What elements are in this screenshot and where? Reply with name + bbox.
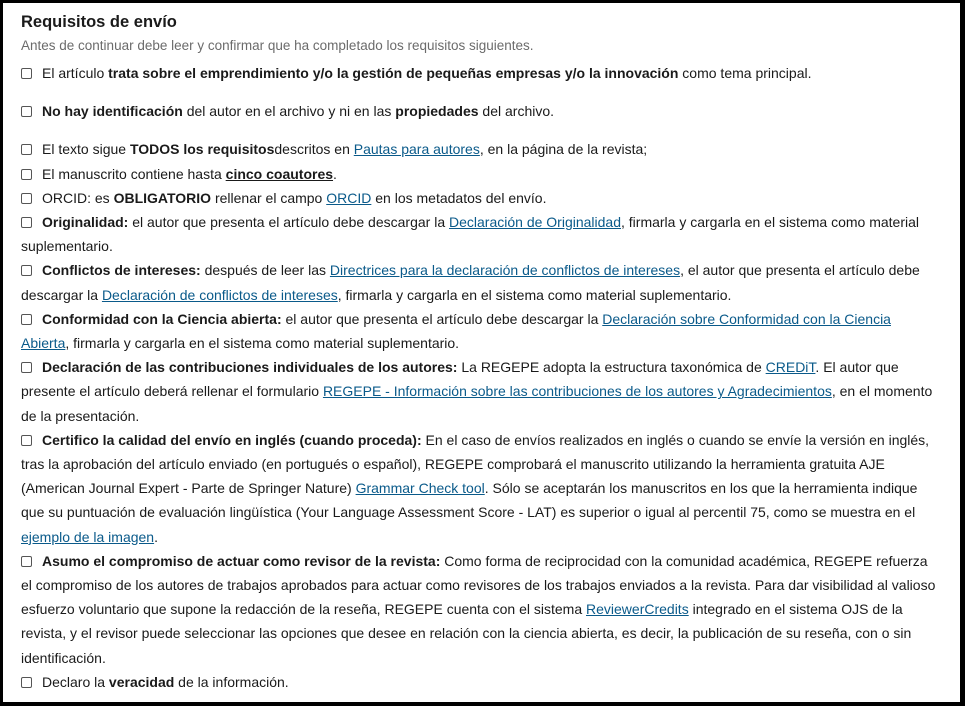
requirements-list — [21, 61, 942, 694]
requirement-item — [21, 162, 942, 186]
requirement-item — [21, 307, 942, 355]
requirement-checkbox[interactable] — [21, 217, 32, 228]
requirement-item — [21, 99, 942, 123]
requirement-text: Declaro la — [42, 673, 109, 690]
submission-requirements-panel — [3, 3, 960, 702]
requirement-text: El artículo — [42, 65, 109, 81]
requirement-text: , el autor que presenta el artículo debe descargar la — [21, 262, 920, 303]
requirement-checkbox[interactable] — [21, 362, 32, 373]
requirement-link[interactable]: Declaración de conflictos de intereses — [101, 286, 338, 303]
requirement-item — [21, 670, 942, 694]
requirement-emphasis: TODOS los requisitos — [129, 141, 275, 158]
requirement-text: . Sólo se aceptarán los manuscritos en los que la herramienta indique que su puntuación de evaluación lingüística (Your Language Assessment Score - LAT) es superior o igual al percentil 75, como se muestra en el — [21, 480, 918, 521]
requirement-item — [21, 210, 942, 258]
requirement-checkbox[interactable] — [21, 106, 32, 117]
requirement-text: descritos en — [274, 141, 354, 158]
requirement-emphasis: Certifico la calidad del envío en inglés (cuando proceda): — [42, 431, 422, 448]
requirement-text: en los metadatos del envío. — [371, 189, 547, 206]
requirement-emphasis: No hay identificación — [42, 103, 183, 120]
requirement-checkbox[interactable] — [21, 265, 32, 276]
requirement-emphasis: Conformidad con la Ciencia abierta: — [42, 310, 282, 327]
requirement-emphasis: Originalidad: — [42, 214, 129, 231]
requirement-emphasis: Declaración de las contribuciones individuales de los autores: — [42, 359, 458, 376]
requirement-checkbox[interactable] — [21, 144, 32, 155]
requirement-text: el autor que presenta el artículo debe descargar la — [281, 310, 603, 327]
requirement-checkbox[interactable] — [21, 556, 32, 567]
requirement-checkbox[interactable] — [21, 677, 32, 688]
requirement-link[interactable]: ORCID — [326, 189, 372, 206]
section-subtitle: Antes de continuar debe leer y confirmar que ha completado los requisitos siguientes. — [21, 38, 534, 53]
requirement-checkbox[interactable] — [21, 435, 32, 446]
requirement-link[interactable]: Grammar Check tool — [355, 480, 485, 497]
requirement-emphasis: veracidad — [108, 673, 175, 690]
requirement-item — [21, 549, 942, 670]
requirement-text: La REGEPE adopta la estructura taxonómica de — [457, 359, 766, 376]
requirement-item — [21, 61, 942, 85]
requirement-text: Como forma de reciprocidad con la comunidad académica, REGEPE refuerza el compromiso de los autores de trabajos aprobados para actuar como revisores de los trabajos enviados a la revista. Para dar visibilidad al valioso esfuerzo voluntario que supone la redacción de la reseña, REGEPE cuenta con el sistema — [21, 552, 936, 618]
requirement-link[interactable]: Directrices para la declaración de conflictos de intereses — [329, 262, 681, 279]
requirement-text: . — [333, 165, 337, 182]
requirement-item — [21, 258, 942, 306]
requirement-text: después de leer las — [200, 262, 330, 279]
requirement-emphasis: propiedades — [395, 103, 479, 120]
requirement-text: , firmarla y cargarla en el sistema como material suplementario. — [337, 286, 732, 303]
requirement-text: el autor que presenta el artículo debe descargar la — [128, 214, 449, 231]
requirement-text: integrado en el sistema OJS de la revista, y el revisor puede seleccionar las opciones que desee en relación con la ciencia abierta, es decir, la publicación de su reseña, con o sin identificación. — [21, 601, 912, 666]
requirement-emphasis: Asumo el compromiso de actuar como revisor de la revista: — [42, 552, 441, 569]
requirement-item — [21, 186, 942, 210]
requirement-text: . El autor que presente el artículo deberá rellenar el formulario — [21, 359, 899, 400]
requirement-text: , en el momento de la presentación. — [21, 383, 933, 424]
requirement-item — [21, 428, 942, 549]
section-title: Requisitos de envío — [21, 13, 177, 31]
requirement-text: , en la página de la revista; — [479, 141, 648, 158]
requirement-item — [21, 137, 942, 161]
requirement-link[interactable]: ReviewerCredits — [586, 601, 689, 618]
requirement-text: como tema principal. — [678, 65, 812, 81]
requirement-emphasis: trata sobre el emprendimiento y/o la gestión de pequeñas empresas y/o la innovación — [108, 65, 679, 81]
requirement-text: , firmarla y cargarla en el sistema como material suplementario. — [65, 335, 460, 352]
requirement-link[interactable]: Declaración sobre Conformidad con la Ciencia Abierta — [21, 310, 891, 352]
requirement-link[interactable]: ejemplo de la imagen — [21, 528, 155, 545]
requirement-link[interactable]: CREDiT — [765, 359, 816, 376]
requirement-item — [21, 355, 942, 428]
requirement-text: , firmarla y cargarla en el sistema como material suplementario. — [21, 214, 919, 255]
requirement-text: de la información. — [174, 673, 289, 690]
requirement-link[interactable]: REGEPE - Información sobre las contribuciones de los autores y Agradecimientos — [322, 383, 832, 400]
requirement-text: El manuscrito contiene hasta — [42, 165, 226, 182]
requirement-text: rellenar el campo — [211, 189, 327, 206]
requirement-text: . — [154, 528, 158, 545]
requirement-text: del autor en el archivo y ni en las — [182, 103, 396, 120]
requirement-checkbox[interactable] — [21, 68, 32, 79]
requirement-link[interactable]: Declaración de Originalidad — [449, 214, 621, 231]
requirement-text: del archivo. — [478, 103, 555, 120]
requirement-checkbox[interactable] — [21, 169, 32, 180]
requirement-checkbox[interactable] — [21, 193, 32, 204]
requirement-text: ORCID: es — [42, 189, 114, 206]
requirement-checkbox[interactable] — [21, 314, 32, 325]
requirement-link[interactable]: cinco coautores — [225, 165, 334, 182]
requirement-text: El texto sigue — [42, 141, 130, 158]
requirement-text: En el caso de envíos realizados en inglés o cuando se envíe la versión en inglés, tras la aprobación del artículo enviado (en portugués o español), REGEPE comprobará el manuscrito utilizando la herramienta gratuita AJE (American Journal Expert - Parte de Springer Nature) — [21, 431, 930, 497]
requirement-emphasis: OBLIGATORIO — [113, 189, 212, 206]
requirement-emphasis: Conflictos de intereses: — [42, 262, 201, 279]
requirement-link[interactable]: Pautas para autores — [353, 141, 480, 158]
